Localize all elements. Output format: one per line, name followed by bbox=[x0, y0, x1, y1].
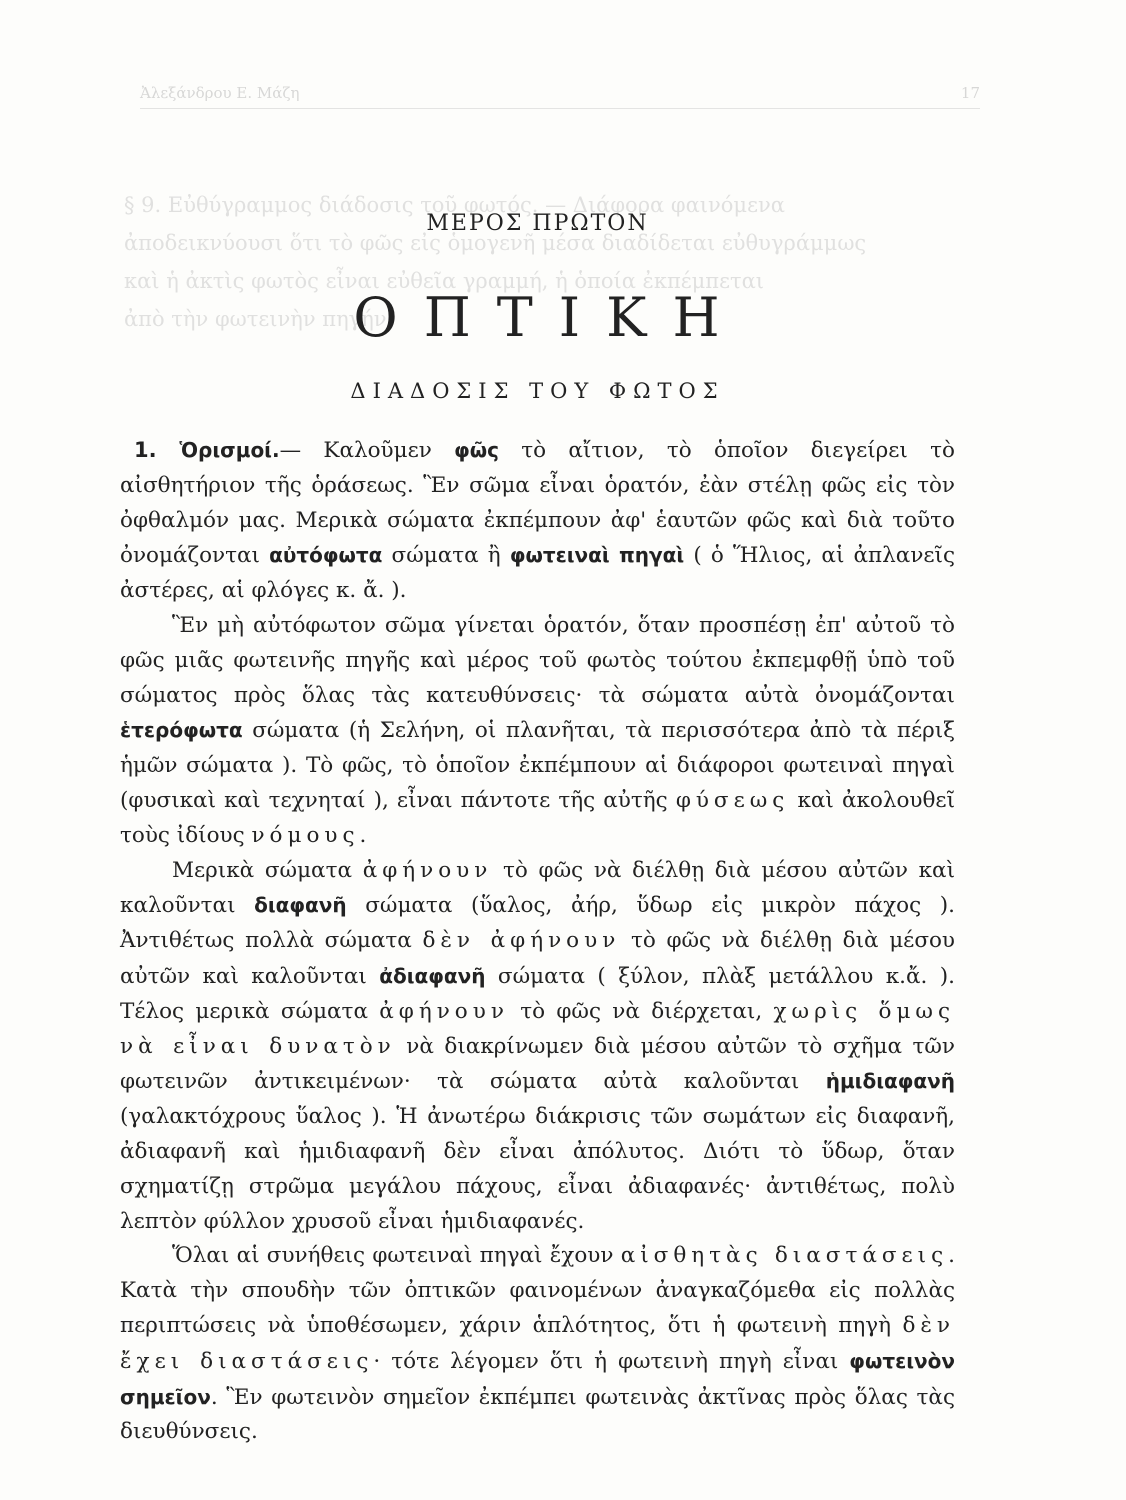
spaced-emphasis: αἰσθητὰς διαστάσεις bbox=[620, 1243, 949, 1269]
bold-term: αὐτόφωτα bbox=[269, 543, 383, 568]
text-run: — Καλοῦμεν bbox=[279, 438, 455, 463]
text-run: σώματα ἢ bbox=[382, 543, 510, 569]
text-run: καὶ ἀκολουθεῖ τοὺς ἰδίους bbox=[120, 787, 956, 848]
text-run: νὰ διακρίνωμεν διὰ μέσου αὐτῶν τὸ σχῆμα τῶν φωτεινῶν ἀντικειμένων· τὰ σώματα αὐτὰ καλοῦνται bbox=[120, 1033, 956, 1095]
spaced-emphasis: χωρὶς ὅμως νὰ εἶναι δυνατὸν bbox=[120, 998, 955, 1059]
bold-term: φῶς bbox=[454, 438, 499, 462]
spaced-emphasis: δὲν ἀφήνουν bbox=[422, 928, 621, 954]
spaced-emphasis: ἀφήνουν bbox=[379, 998, 509, 1024]
paragraph-definitions bbox=[120, 433, 955, 609]
text-run: Ὅλαι αἱ συνήθεις φωτειναὶ πηγαὶ ἔχουν bbox=[172, 1243, 621, 1269]
text-run: τὸ φῶς νὰ διέρχεται, bbox=[508, 998, 774, 1024]
page-content bbox=[120, 205, 955, 1450]
bleed-through-running-head: Ἀλεξάνδρου Ε. Μάζη 17 bbox=[140, 84, 980, 109]
text-run: . bbox=[359, 822, 367, 848]
spaced-emphasis: ἀφήνουν bbox=[362, 857, 493, 883]
section-heading: ΔΙΑΔΟΣΙΣ ΤΟΥ ΦΩΤΟΣ bbox=[350, 379, 725, 403]
paragraph-point-source bbox=[120, 1239, 955, 1450]
text-run: σώματα ( ξύλον, πλὰξ μετάλλου κ.ἄ. ). Τέλος μερικὰ σώματα bbox=[120, 963, 956, 1024]
spaced-emphasis: νόμους bbox=[251, 822, 360, 848]
text-run: Μερικὰ σώματα bbox=[172, 857, 363, 883]
bleed-through-lines: § 9. Εὐθύγραμμος διάδοσις τοῦ φωτός. — Διάφορα φαινόμενα ἀποδεικνύουσι ὅτι τὸ φῶς εἰς ὁμογενῆ μέσα διαδίδεται εὐθυγράμμως καὶ ἡ ἀκτὶς φωτὸς εἶναι εὐθεῖα γραμμή, ἡ ὁποία ἐκπέμπεται ἀπὸ τὴν φωτεινὴν πηγήν. bbox=[124, 193, 867, 331]
text-run: . Κατὰ τὴν σπουδὴν τῶν ὀπτικῶν φαινομένων ἀναγκαζόμεθα εἰς πολλὰς περιπτώσεις νὰ ὑποθέσωμεν, χάριν ἁπλότητος, ὅτι ἡ φωτεινὴ πηγὴ bbox=[120, 1243, 955, 1338]
part-heading: ΜΕΡΟΣ ΠΡΩΤΟΝ bbox=[426, 211, 649, 236]
text-run: (γαλακτόχρους ὕαλος ). Ἡ ἀνωτέρω διάκρισις τῶν σωμάτων εἰς διαφανῆ, ἀδιαφανῆ καὶ ἡμιδιαφανῆ δὲν εἶναι ἀπόλυτος. Διότι τὸ ὕδωρ, ὅταν σχηματίζῃ στρῶμα μεγάλου πάχους, εἶναι ἀδιαφανές· ἀντιθέτως, πολὺ λεπτὸν φύλλον χρυσοῦ εἶναι ἡμιδιαφανές. bbox=[120, 1104, 955, 1234]
paragraph-transparency bbox=[120, 854, 955, 1240]
bold-term: ἀδιαφανῆ bbox=[379, 963, 486, 988]
text-run: · τότε λέγομεν ὅτι ἡ φωτεινὴ πηγὴ εἶναι bbox=[373, 1348, 850, 1374]
text-run: τὸ φῶς νὰ διέλθῃ διὰ μέσου αὐτῶν καὶ καλοῦνται bbox=[120, 857, 956, 919]
spaced-emphasis: φύσεως bbox=[675, 787, 790, 813]
text-run: τὸ φῶς νὰ διέλθῃ διὰ μέσου αὐτῶν καὶ καλοῦνται bbox=[120, 928, 956, 989]
bold-term: ἡμιδιαφανῆ bbox=[825, 1069, 955, 1094]
text-run: ( ὁ Ἥλιος, αἱ ἀπλανεῖς ἀστέρες, αἱ φλόγες κ. ἄ. ). bbox=[120, 543, 955, 604]
text-run: Ἓν μὴ αὐτόφωτον σῶμα γίνεται ὁρατόν, ὅταν προσπέσῃ ἐπ' αὐτοῦ τὸ φῶς μιᾶς φωτεινῆς πηγῆς καὶ μέρος τοῦ φωτὸς τούτου ἐκπεμφθῇ ὑπὸ τοῦ σώματος πρὸς ὅλας τὰς κατευθύνσεις· τὰ σώματα αὐτὰ ὀνομάζονται bbox=[120, 612, 955, 708]
bold-term: φωτειναὶ πηγαὶ bbox=[509, 543, 685, 568]
bold-term: διαφανῆ bbox=[254, 893, 347, 918]
text-run: σώματα (ἡ Σελήνη, οἱ πλανῆται, τὰ περισσότερα ἀπὸ τὰ πέριξ ἡμῶν σώματα ). Τὸ φῶς, τὸ ὁποῖον ἐκπέμπουν αἱ διάφοροι φωτειναὶ πηγαὶ (φυσικαὶ καὶ τεχνηταί ), εἶναι πάντοτε τῆς αὐτῆς bbox=[120, 718, 955, 813]
bold-term: φωτεινὸν σημεῖον bbox=[120, 1348, 955, 1409]
bold-term: Ὁρισμοί. bbox=[179, 438, 280, 462]
paragraph-heterophota bbox=[120, 609, 955, 854]
text-run: τὸ αἴτιον, τὸ ὁποῖον διεγείρει τὸ αἰσθητήριον τῆς ὁράσεως. Ἓν σῶμα εἶναι ὁρατόν, ἐὰν στέλῃ φῶς εἰς τὸν ὀφθαλμόν μας. Μερικὰ σώματα ἐκπέμπουν ἀφ' ἑαυτῶν φῶς καὶ διὰ τοῦτο ὀνομάζονται bbox=[120, 438, 955, 569]
section-number: 1. bbox=[134, 438, 180, 462]
bold-term: ἑτερόφωτα bbox=[120, 718, 243, 743]
chapter-title: ΟΠΤΙΚΗ bbox=[353, 286, 746, 349]
spaced-emphasis: δὲν ἔχει διαστάσεις bbox=[120, 1312, 955, 1374]
text-run: . Ἓν φωτεινὸν σημεῖον ἐκπέμπει φωτεινὰς ἀκτῖνας πρὸς ὅλας τὰς διευθύνσεις. bbox=[120, 1384, 955, 1445]
text-run: σώματα (ὕαλος, ἀήρ, ὕδωρ εἰς μικρὸν πάχος ). Ἀντιθέτως πολλὰ σώματα bbox=[120, 893, 955, 954]
